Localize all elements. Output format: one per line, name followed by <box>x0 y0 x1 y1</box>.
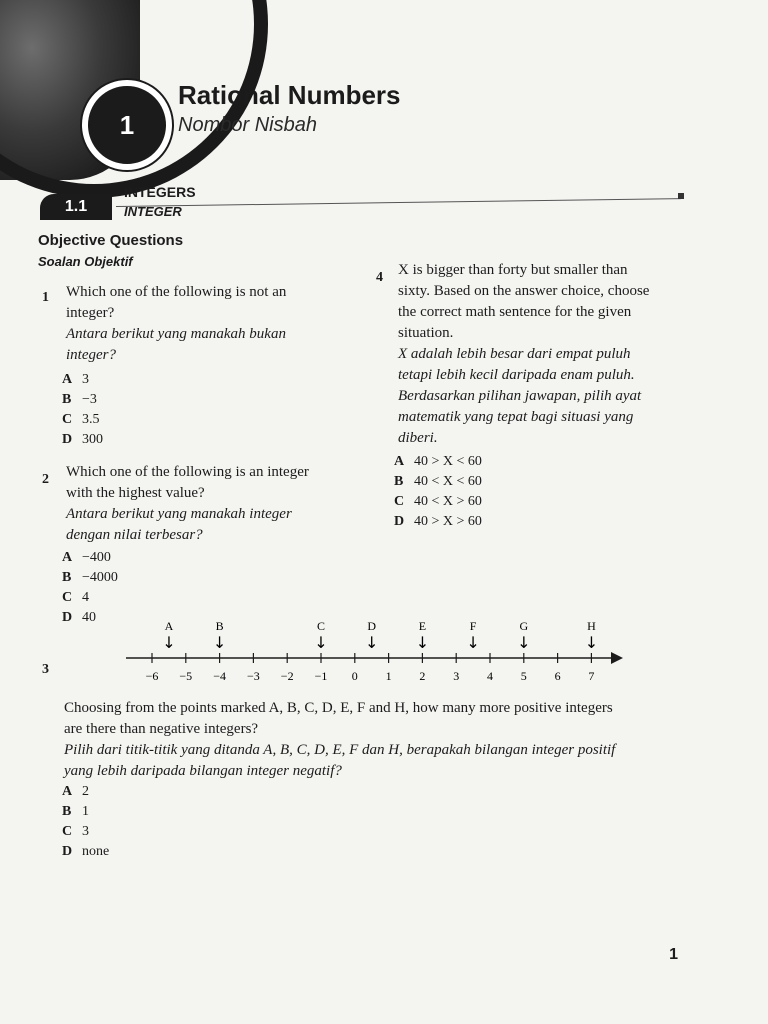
question-1-option-d[interactable]: D 300 <box>62 432 103 447</box>
number-line-tick-label: −3 <box>247 669 260 683</box>
number-line-tick-label: 3 <box>453 669 460 683</box>
question-1-option-c[interactable]: C 3.5 <box>62 412 100 427</box>
question-1-text-ms-1: Antara berikut yang manakah bukan <box>66 326 286 342</box>
objective-subtitle: Soalan Objektif <box>38 254 133 269</box>
question-2-text-en-1: Which one of the following is an integer <box>66 464 309 480</box>
number-line-point-label: B <box>215 619 224 633</box>
number-line <box>120 618 630 693</box>
question-2-text-ms-1: Antara berikut yang manakah integer <box>66 506 292 522</box>
number-line-tick-label: 5 <box>520 669 527 683</box>
number-line-point-label: G <box>519 619 529 633</box>
question-4-text-ms-1: X adalah lebih besar dari empat puluh <box>398 346 631 362</box>
question-2-text-en-2: with the highest value? <box>66 485 205 501</box>
section-title: INTEGERS <box>124 184 196 200</box>
question-1 <box>66 282 336 366</box>
number-line-point-label: F <box>469 619 477 633</box>
number-line-point-label: H <box>587 619 596 633</box>
section-subtitle: INTEGER <box>124 204 182 219</box>
question-4-option-c[interactable]: C 40 < X > 60 <box>394 494 482 509</box>
question-2-option-a[interactable]: A −400 <box>62 550 111 565</box>
number-line-tick-label: −1 <box>314 669 328 683</box>
objective-title: Objective Questions <box>38 232 184 249</box>
question-3-option-b[interactable]: B 1 <box>62 804 89 819</box>
number-line-point-arrow: ↓ <box>415 633 430 652</box>
question-4-option-b[interactable]: B 40 < X < 60 <box>394 474 482 489</box>
question-3-options <box>62 782 109 862</box>
number-line-tick-label: −6 <box>145 669 159 683</box>
number-line-tick-label: 1 <box>385 669 392 683</box>
question-2-option-d[interactable]: D 40 <box>62 610 96 625</box>
number-line-point-arrow: ↓ <box>517 633 531 652</box>
number-line-tick-label: 0 <box>351 669 358 683</box>
question-1-number: 1 <box>42 290 49 305</box>
number-line-point-arrow: ↓ <box>466 633 480 652</box>
chapter-number-badge: 1 <box>82 80 172 170</box>
number-line-point-arrow: ↓ <box>314 633 328 652</box>
section-divider <box>116 198 681 207</box>
question-2-number: 2 <box>42 472 49 487</box>
number-line-point-arrow: ↓ <box>584 633 599 652</box>
question-2 <box>66 462 346 546</box>
number-line-point-label: E <box>418 619 427 633</box>
number-line-tick-label: 4 <box>487 669 493 683</box>
question-3-text-ms-2: yang lebih daripada bilangan integer negatif? <box>64 763 342 779</box>
number-line-tick-label: −2 <box>280 669 294 683</box>
question-3-option-c[interactable]: C 3 <box>62 824 89 839</box>
question-3-option-d[interactable]: D none <box>62 844 110 859</box>
question-4-text-ms-3: Berdasarkan pilihan jawapan, pilih ayat <box>398 388 642 404</box>
question-4-options <box>394 452 482 532</box>
question-4-text-ms-5: diberi. <box>398 430 438 446</box>
question-3-text-ms-1: Pilih dari titik-titik yang ditanda A, B, C, D, E, F dan H, berapakah bilangan integer positif <box>64 742 616 758</box>
number-line-tick-label: −5 <box>179 669 193 683</box>
question-3-option-a[interactable]: A 2 <box>62 784 89 799</box>
question-4-text-en-1: X is bigger than forty but smaller than <box>398 262 628 278</box>
number-line-point-label: D <box>367 619 377 633</box>
number-line-point-arrow: ↓ <box>162 633 176 652</box>
question-3-number: 3 <box>42 662 49 677</box>
number-line-point-arrow: ↓ <box>364 633 379 652</box>
page-number: 1 <box>669 946 678 963</box>
question-4-text-ms-2: tetapi lebih kecil daripada enam puluh. <box>398 367 635 383</box>
number-line-tick-label: 2 <box>419 669 426 683</box>
section-number-tab: 1.1 <box>40 194 112 220</box>
question-4-number: 4 <box>376 270 383 285</box>
question-2-option-c[interactable]: C 4 <box>62 590 89 605</box>
question-4-text-en-4: situation. <box>398 325 454 341</box>
chapter-title: Rational Numbers <box>178 80 401 110</box>
number-line-tick-label: −4 <box>213 669 226 683</box>
section-divider-end <box>678 193 684 199</box>
number-line-tick-label: 7 <box>588 669 595 683</box>
question-1-option-b[interactable]: B −3 <box>62 392 97 407</box>
question-2-text-ms-2: dengan nilai terbesar? <box>66 527 203 543</box>
question-3 <box>64 698 704 782</box>
question-1-option-a[interactable]: A 3 <box>62 372 89 387</box>
question-4-text-ms-4: matematik yang tepat bagi situasi yang <box>398 409 634 425</box>
question-4-text-en-2: sixty. Based on the answer choice, choose <box>398 283 650 299</box>
question-4-option-d[interactable]: D 40 > X > 60 <box>394 514 482 529</box>
question-1-text-en-2: integer? <box>66 305 115 321</box>
number-line-point-label: C <box>316 619 326 633</box>
question-2-option-b[interactable]: B −4000 <box>62 570 118 585</box>
number-line-tick-label: 6 <box>554 669 561 683</box>
question-4-text-en-3: the correct math sentence for the given <box>398 304 632 320</box>
question-1-text-en-1: Which one of the following is not an <box>66 284 287 300</box>
chapter-subtitle: Nombor Nisbah <box>178 114 317 136</box>
question-4 <box>398 260 698 449</box>
question-2-options <box>62 548 118 628</box>
question-3-text-en-1: Choosing from the points marked A, B, C, D, E, F and H, how many more positive integers <box>64 700 613 716</box>
number-line-point-label: A <box>164 619 174 633</box>
question-3-text-en-2: are there than negative integers? <box>64 721 259 737</box>
question-1-text-ms-2: integer? <box>66 347 116 363</box>
question-1-options <box>62 370 103 450</box>
number-line-point-arrow: ↓ <box>212 633 227 652</box>
question-4-option-a[interactable]: A 40 > X < 60 <box>394 454 482 469</box>
